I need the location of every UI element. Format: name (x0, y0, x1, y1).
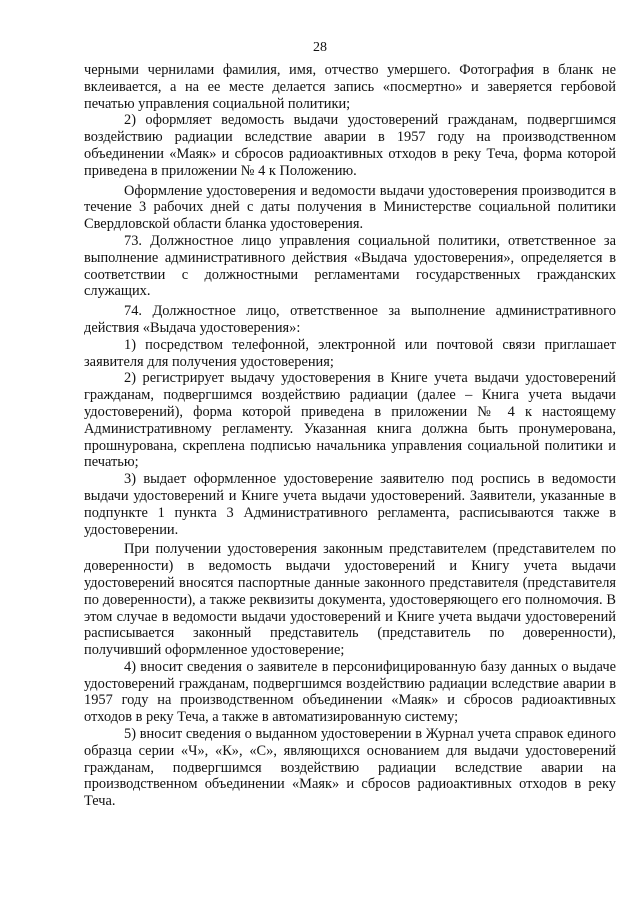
paragraph-item-2-statement: 2) оформляет ведомость выдачи удостоверений гражданам, подвергшимся воздействию радиации вследствие аварии в 1957 году на производственном объединении «Маяк» и сбросов радиоактивных отходов в реку Теча, форма которой приведена в приложении № 4 к Положению. (84, 112, 616, 179)
paragraph-74-item-3: 3) выдает оформленное удостоверение заявителю под роспись в ведомости выдачи удостоверений и Книге учета выдачи удостоверений. Заявители, указанные в подпункте 1 пункта 3 Административного регламента, расписываются также в удостоверении. (84, 471, 616, 538)
page-number: 28 (313, 40, 327, 55)
paragraph-73: 73. Должностное лицо управления социальной политики, ответственное за выполнение административного действия «Выдача удостоверения», определяется в соответствии с должностными регламентами государственных гражданских служащих. (84, 232, 616, 300)
paragraph-74-item-5: 5) вносит сведения о выданном удостоверении в Журнал учета справок единого образца серии «Ч», «К», «С», являющихся основанием для выдачи удостоверений гражданам, подвергшимся воздействию радиации вследствие аварии на производственном объединении «Маяк» и сбросов радиоактивных отходов в реку Теча. (84, 726, 616, 810)
paragraph-74-item-2: 2) регистрирует выдачу удостоверения в Книге учета выдачи удостоверений гражданам, подвергшимся воздействию радиации (далее – Книга учета выдачи удостоверений), форма которой приведена в приложении № 4 к настоящему Административному регламенту. Указанная книга должна быть пронумерована, прошнурована, скреплена подписью начальника управления социальной политики и печатью; (84, 370, 616, 471)
paragraph-74-item-4: 4) вносит сведения о заявителе в персонифицированную базу данных о выдаче удостоверений гражданам, подвергшимся воздействию радиации вследствие аварии в 1957 году на производственном объединении «Маяк» и сбросов радиоактивных отходов в реку Теча, а также в автоматизированную систему; (84, 658, 616, 726)
body-text (84, 62, 616, 810)
paragraph-continuation: черными чернилами фамилия, имя, отчество умершего. Фотография в бланк не вклеивается, а на ее месте делается запись «посмертно» и заверяется гербовой печатью управления социальной политики; (84, 62, 616, 112)
paragraph-legal-representative: При получении удостоверения законным представителем (представителем по доверенности) в ведомость выдачи удостоверений и Книгу учета выдачи удостоверений вносятся паспортные данные законного представителя (представителя по доверенности), а также реквизиты документа, удостоверяющего его полномочия. В этом случае в ведомости выдачи удостоверений и Книге учета выдачи удостоверений расписывается законный представитель (представитель по доверенности), получивший оформленное удостоверение; (84, 541, 616, 659)
paragraph-processing-time: Оформление удостоверения и ведомости выдачи удостоверения производится в течение 3 рабочих дней с даты получения в Министерстве социальной политики Свердловской области бланка удостоверения. (84, 182, 616, 233)
paragraph-74-item-1: 1) посредством телефонной, электронной или почтовой связи приглашает заявителя для получения удостоверения; (84, 336, 616, 370)
paragraph-74: 74. Должностное лицо, ответственное за выполнение административного действия «Выдача удостоверения»: (84, 303, 616, 336)
